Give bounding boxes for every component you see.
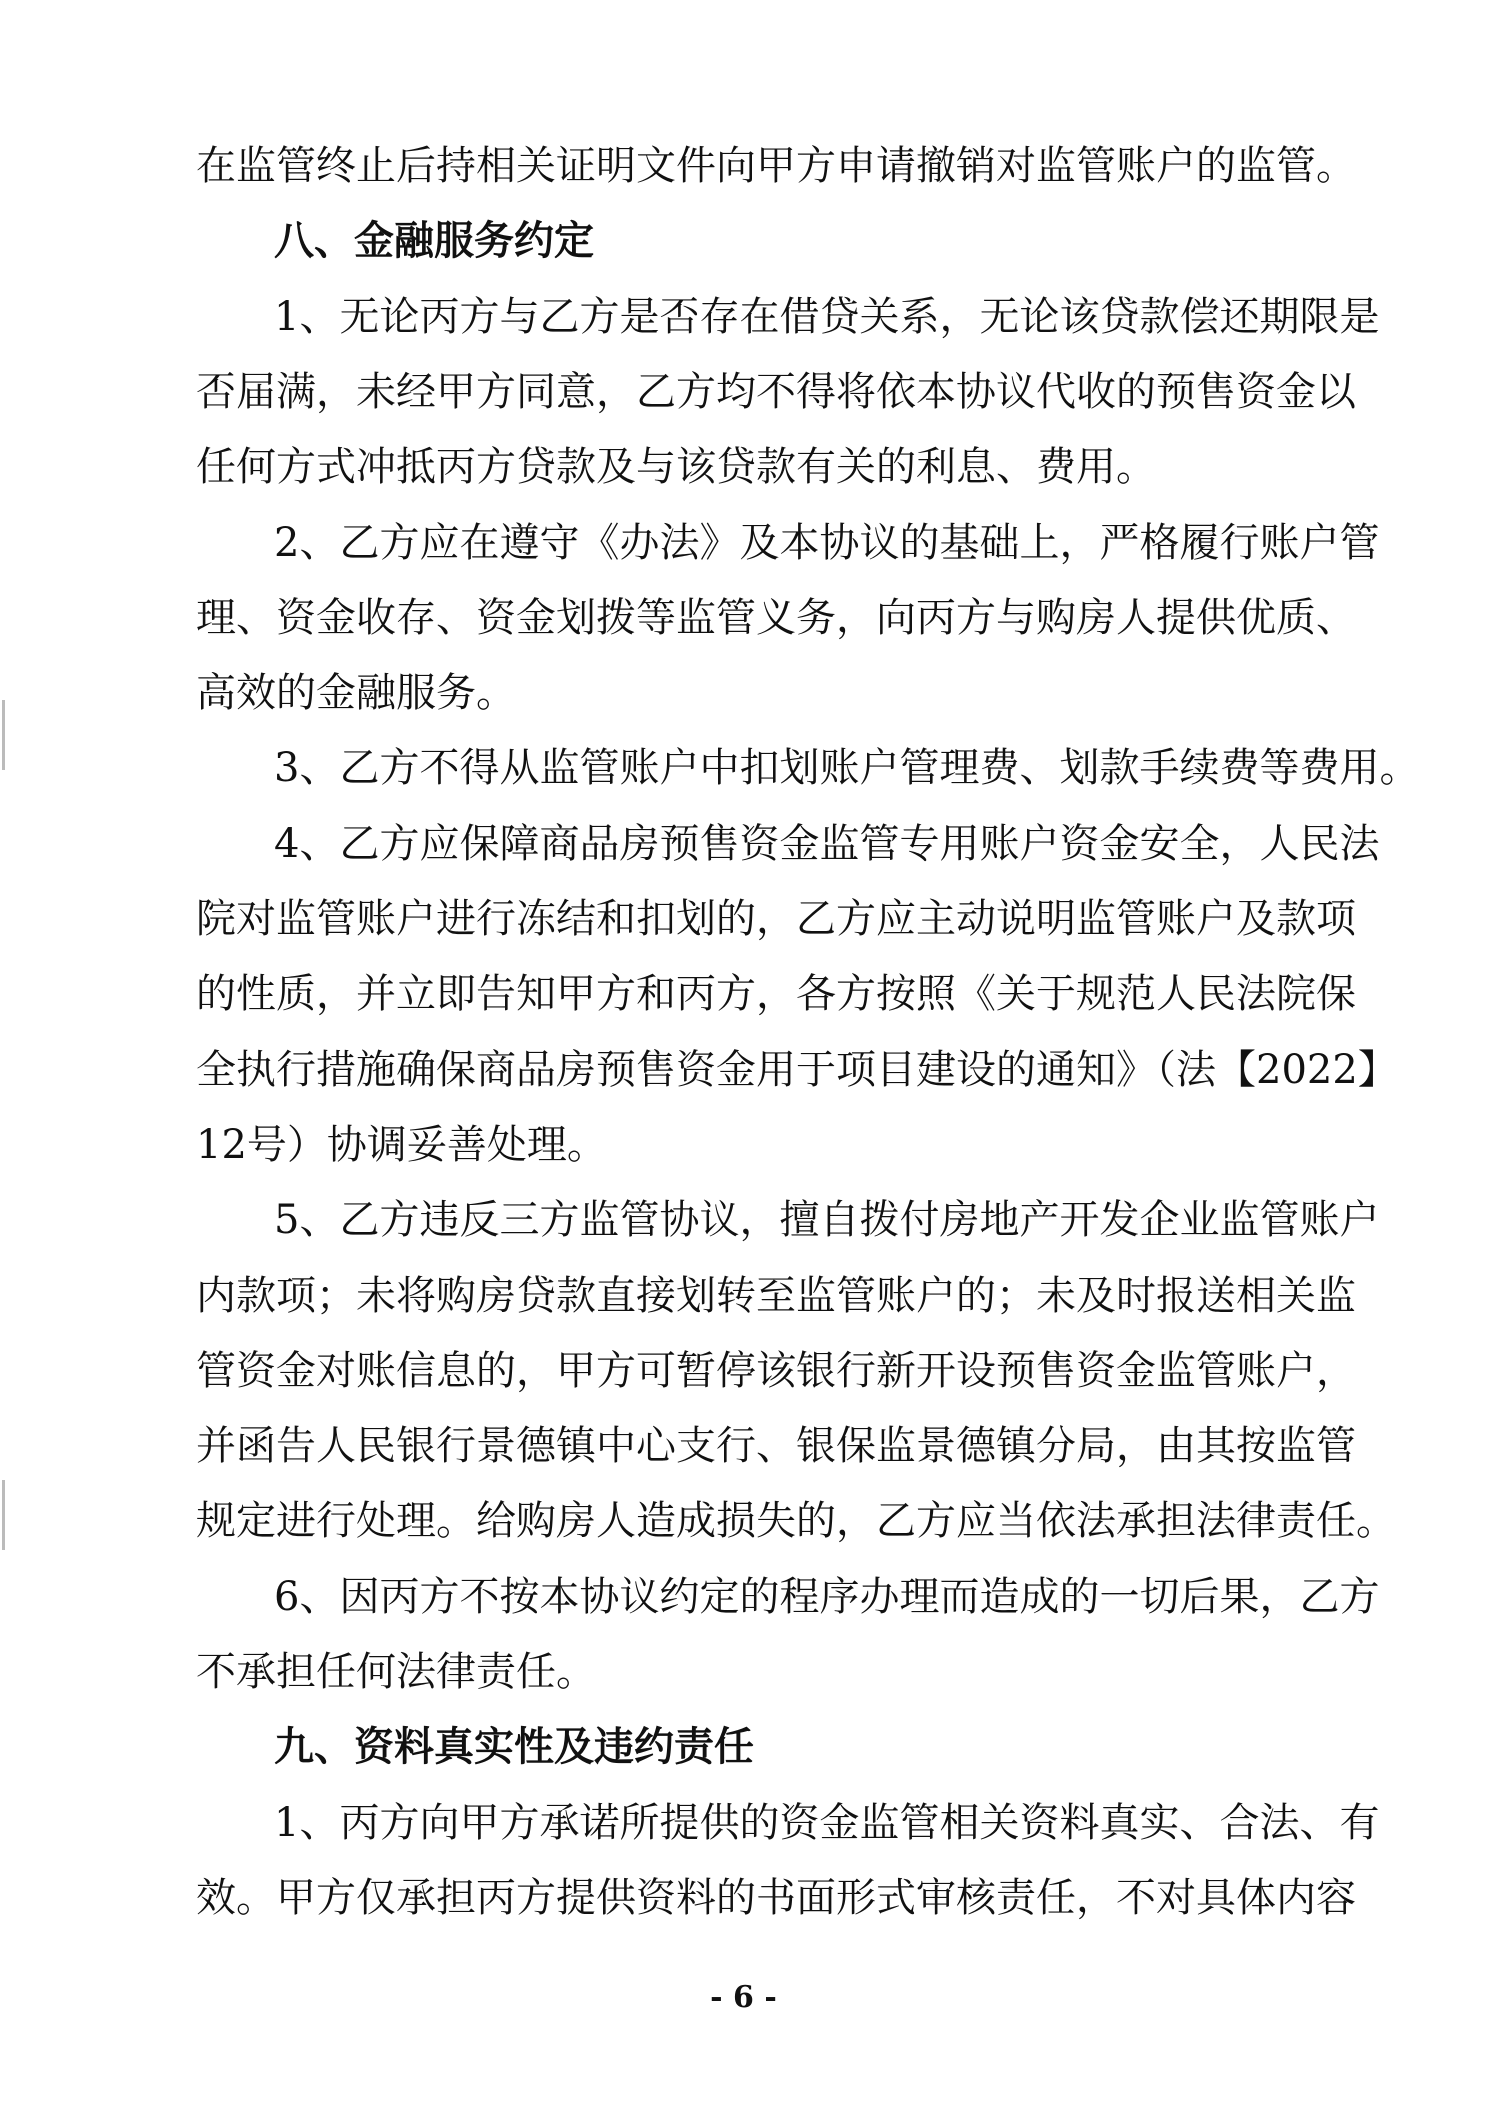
- text-line: 2、乙方应在遵守《办法》及本协议的基础上，严格履行账户管: [274, 519, 1380, 566]
- text-line: 内款项；未将购房贷款直接划转至监管账户的；未及时报送相关监: [196, 1272, 1356, 1319]
- text-line: 任何方式冲抵丙方贷款及与该贷款有关的利息、费用。: [196, 444, 1156, 491]
- text-line: 3、乙方不得从监管账户中扣划账户管理费、划款手续费等费用。: [274, 745, 1420, 792]
- text-line: 12号）协调妥善处理。: [196, 1121, 607, 1168]
- text-line: 全执行措施确保商品房预售资金用于项目建设的通知》（法【2022】: [196, 1046, 1398, 1093]
- text-line: 4、乙方应保障商品房预售资金监管专用账户资金安全，人民法: [274, 820, 1380, 867]
- text-line: 6、因丙方不按本协议约定的程序办理而造成的一切后果，乙方: [274, 1573, 1380, 1620]
- text-line: 1、无论丙方与乙方是否存在借贷关系，无论该贷款偿还期限是: [274, 293, 1380, 340]
- page-number: - 6 -: [710, 1980, 777, 2015]
- text-line: 5、乙方违反三方监管协议，擅自拨付房地产开发企业监管账户: [274, 1197, 1380, 1244]
- text-line: 不承担任何法律责任。: [196, 1649, 596, 1695]
- text-line: 并函告人民银行景德镇中心支行、银保监景德镇分局，由其按监管: [196, 1423, 1356, 1470]
- text-line: 院对监管账户进行冻结和扣划的，乙方应主动说明监管账户及款项: [196, 896, 1356, 942]
- text-line: 效。甲方仅承担丙方提供资料的书面形式审核责任，不对具体内容: [196, 1874, 1356, 1921]
- text-line: 理、资金收存、资金划拨等监管义务，向丙方与购房人提供优质、: [196, 594, 1356, 641]
- text-line: 在监管终止后持相关证明文件向甲方申请撤销对监管账户的监管。: [196, 143, 1356, 189]
- text-line: 否届满，未经甲方同意，乙方均不得将依本协议代收的预售资金以: [196, 368, 1356, 415]
- text-line: 管资金对账信息的，甲方可暂停该银行新开设预售资金监管账户，: [196, 1347, 1356, 1394]
- text-line: 的性质，并立即告知甲方和丙方，各方按照《关于规范人民法院保: [196, 971, 1356, 1018]
- section-heading: 八、金融服务约定: [274, 218, 594, 265]
- text-line: 规定进行处理。给购房人造成损失的，乙方应当依法承担法律责任。: [196, 1498, 1396, 1545]
- scan-edge-mark: [2, 1480, 5, 1550]
- text-line: 1、丙方向甲方承诺所提供的资金监管相关资料真实、合法、有: [274, 1799, 1380, 1846]
- text-line: 高效的金融服务。: [196, 670, 516, 717]
- scan-edge-mark: [2, 700, 5, 770]
- section-heading: 九、资料真实性及违约责任: [274, 1724, 754, 1771]
